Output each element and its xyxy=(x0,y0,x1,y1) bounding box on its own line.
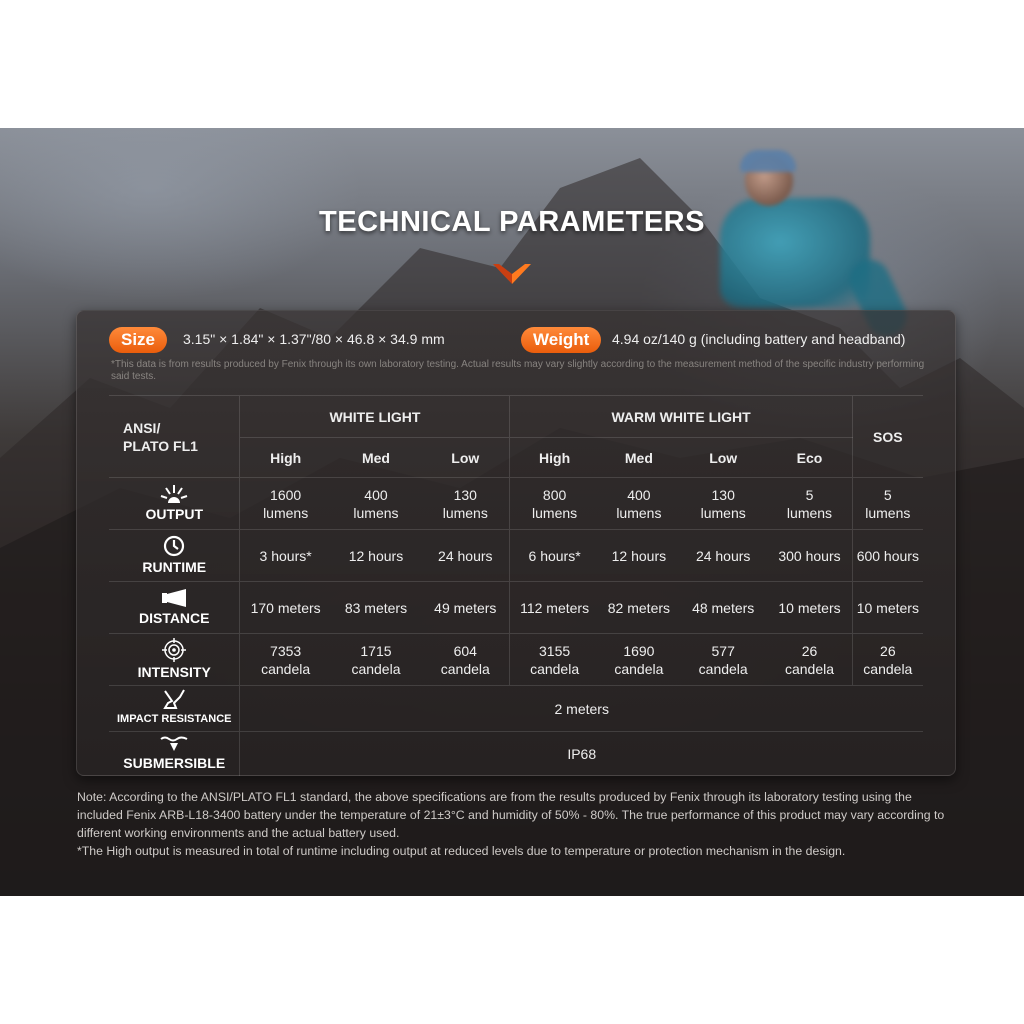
table-cell: 170 meters xyxy=(240,582,331,634)
mode-white-med: Med xyxy=(331,438,421,478)
table-cell: 12 hours xyxy=(599,530,679,582)
row-output-label: OUTPUT xyxy=(145,506,204,522)
table-cell: 600 hours xyxy=(852,530,923,582)
row-distance-label: DISTANCE xyxy=(138,610,210,626)
table-cell: 24 hours xyxy=(421,530,510,582)
table-cell: 1690 candela xyxy=(599,634,679,686)
table-cell: 5 lumens xyxy=(852,478,923,530)
table-cell: 400 lumens xyxy=(331,478,421,530)
mode-white-low: Low xyxy=(421,438,510,478)
water-icon xyxy=(160,735,188,753)
table-cell: 26 candela xyxy=(767,634,852,686)
table-cell: 82 meters xyxy=(599,582,679,634)
size-badge: Size xyxy=(109,327,167,353)
table-cell: 5 lumens xyxy=(767,478,852,530)
table-row xyxy=(109,530,923,582)
table-row xyxy=(109,686,923,732)
row-intensity-header xyxy=(109,634,240,686)
table-row xyxy=(109,732,923,776)
table-row xyxy=(109,478,923,530)
weight-value: 4.94 oz/140 g (including battery and headband) xyxy=(612,331,906,347)
target-icon xyxy=(162,638,186,662)
mode-warm-med: Med xyxy=(599,438,679,478)
table-cell: 604 candela xyxy=(421,634,510,686)
table-row xyxy=(109,582,923,634)
impact-icon xyxy=(162,689,186,709)
table-cell: 49 meters xyxy=(421,582,510,634)
row-impact-header xyxy=(109,686,240,732)
size-value: 3.15" × 1.84" × 1.37"/80 × 46.8 × 34.9 mm xyxy=(183,331,445,347)
table-cell: 6 hours* xyxy=(510,530,599,582)
table-cell: 1715 candela xyxy=(331,634,421,686)
table-cell: 2 meters xyxy=(240,686,923,732)
row-impact-label: IMPACT RESISTANCE xyxy=(116,713,232,725)
mode-warm-eco: Eco xyxy=(767,438,852,478)
spec-table xyxy=(109,395,923,776)
mode-warm-low: Low xyxy=(679,438,767,478)
table-cell: IP68 xyxy=(240,732,923,776)
clock-icon xyxy=(163,535,185,557)
hiker-headlamp xyxy=(740,150,796,172)
table-cell: 10 meters xyxy=(852,582,923,634)
row-intensity-label: INTENSITY xyxy=(137,664,211,680)
burst-icon xyxy=(160,484,188,504)
row-runtime-header xyxy=(109,530,240,582)
table-cell: 12 hours xyxy=(331,530,421,582)
standard-line1: ANSI/ xyxy=(123,419,161,436)
note-standard: Note: According to the ANSI/PLATO FL1 standard, the above specifications are from the results produced by Fenix through its laboratory testing using the included Fenix ARB-L18-3400 battery under the temperature of 21±3°C and humidity of 50% - 80%. The true performance of this product may vary according to different working environments and the actual battery used. xyxy=(77,790,945,840)
table-cell: 3 hours* xyxy=(240,530,331,582)
table-cell: 400 lumens xyxy=(599,478,679,530)
footnotes xyxy=(77,788,957,860)
table-cell: 300 hours xyxy=(767,530,852,582)
standard-label xyxy=(109,396,240,478)
disclaimer: *This data is from results produced by Fenix through its own laboratory testing. Actual results may vary slightly according to the measurement method of the specific industry performing said tests. xyxy=(111,359,925,382)
table-cell: 10 meters xyxy=(767,582,852,634)
standard-line2: PLATO FL1 xyxy=(123,437,198,454)
page-title: TECHNICAL PARAMETERS xyxy=(319,206,705,238)
table-cell: 3155 candela xyxy=(510,634,599,686)
table-cell: 577 candela xyxy=(679,634,767,686)
group-white-light: WHITE LIGHT xyxy=(240,396,510,438)
group-sos: SOS xyxy=(852,396,923,478)
group-warm-white-light: WARM WHITE LIGHT xyxy=(510,396,852,438)
weight-badge: Weight xyxy=(521,327,601,353)
table-row xyxy=(109,634,923,686)
table-cell: 1600 lumens xyxy=(240,478,331,530)
table-cell: 24 hours xyxy=(679,530,767,582)
mode-white-high: High xyxy=(240,438,331,478)
chevron-down-icon xyxy=(491,260,533,290)
row-submersible-label: SUBMERSIBLE xyxy=(123,755,226,772)
table-cell: 112 meters xyxy=(510,582,599,634)
table-cell: 48 meters xyxy=(679,582,767,634)
beam-icon xyxy=(161,588,187,608)
mode-warm-high: High xyxy=(510,438,599,478)
table-cell: 130 lumens xyxy=(679,478,767,530)
table-cell: 800 lumens xyxy=(510,478,599,530)
note-high-output: *The High output is measured in total of runtime including output at reduced levels due to temperature or protection mechanism in the design. xyxy=(77,844,846,858)
table-cell: 83 meters xyxy=(331,582,421,634)
row-runtime-label: RUNTIME xyxy=(142,559,207,575)
row-submersible-header xyxy=(109,732,240,776)
table-cell: 7353 candela xyxy=(240,634,331,686)
hero-banner xyxy=(0,128,1024,896)
spec-panel xyxy=(76,310,956,776)
row-output-header xyxy=(109,478,240,530)
row-distance-header xyxy=(109,582,240,634)
table-cell: 130 lumens xyxy=(421,478,510,530)
table-cell: 26 candela xyxy=(852,634,923,686)
